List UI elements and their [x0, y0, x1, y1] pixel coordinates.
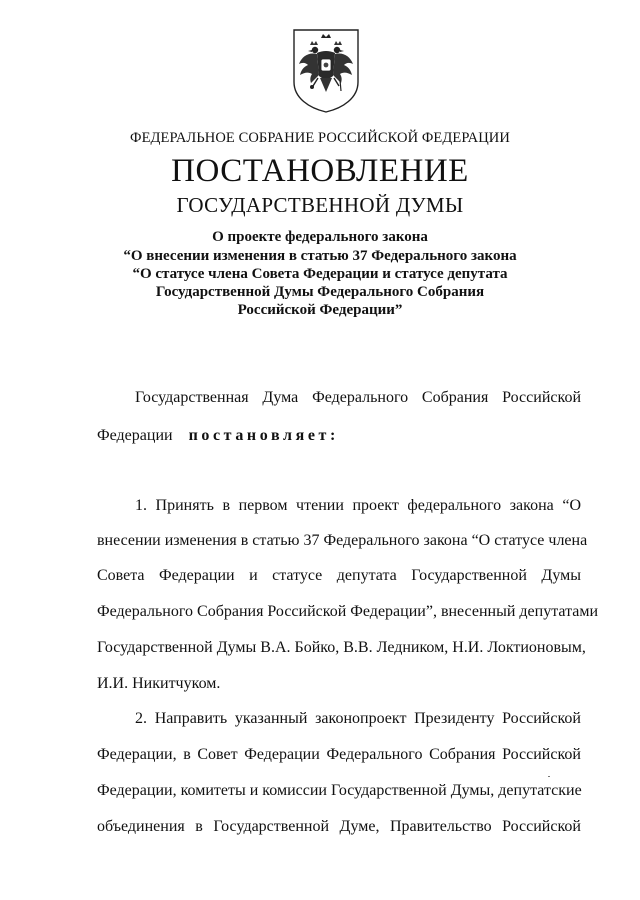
paragraph-line: 2. Направить указанный законопроект Президенту Российской: [135, 710, 581, 727]
paragraph-line: Государственной Думы В.А. Бойко, В.В. Ледником, Н.И. Локтионовым,: [97, 639, 586, 656]
subject-line: О проекте федерального закона: [212, 229, 428, 245]
document-issuer: ГОСУДАРСТВЕННОЙ ДУМЫ: [176, 193, 464, 217]
paragraph-line: внесении изменения в статью 37 Федерального закона “О статусе члена: [97, 532, 588, 549]
state-emblem-icon: [291, 28, 361, 114]
paragraph-line: Совета Федерации и статусе депутата Государственной Думы: [97, 567, 581, 584]
paragraph-line: 1. Принять в первом чтении проект федерального закона “О: [135, 497, 581, 514]
preamble-line: Государственная Дума Федерального Собрания Российской: [135, 389, 581, 406]
paragraph-line: Федерации, в Совет Федерации Федерального Собрания Российской: [97, 746, 581, 763]
subject-line: “О статусе члена Совета Федерации и статусе депутата: [132, 266, 508, 282]
subject-line: “О внесении изменения в статью 37 Федерального закона: [123, 248, 517, 264]
assembly-name: ФЕДЕРАЛЬНОЕ СОБРАНИЕ РОССИЙСКОЙ ФЕДЕРАЦИИ: [130, 130, 510, 146]
paragraph-line: Федерации, комитеты и комиссии Государственной Думы, депутатские: [97, 782, 582, 799]
resolution-verb: постановляет:: [188, 427, 339, 444]
subject-line: Российской Федерации”: [237, 302, 403, 318]
document-type-title: ПОСТАНОВЛЕНИЕ: [171, 153, 469, 189]
preamble-line: [97, 427, 581, 445]
scan-speck: [548, 776, 550, 777]
preamble-subject: Федерации: [97, 427, 173, 444]
paragraph-line: И.И. Никитчуком.: [97, 675, 221, 692]
paragraph-line: объединения в Государственной Думе, Правительство Российской: [97, 818, 581, 835]
paragraph-line: Федерального Собрания Российской Федерации”, внесенный депутатами: [97, 603, 599, 620]
subject-line: Государственной Думы Федерального Собрания: [155, 284, 485, 300]
